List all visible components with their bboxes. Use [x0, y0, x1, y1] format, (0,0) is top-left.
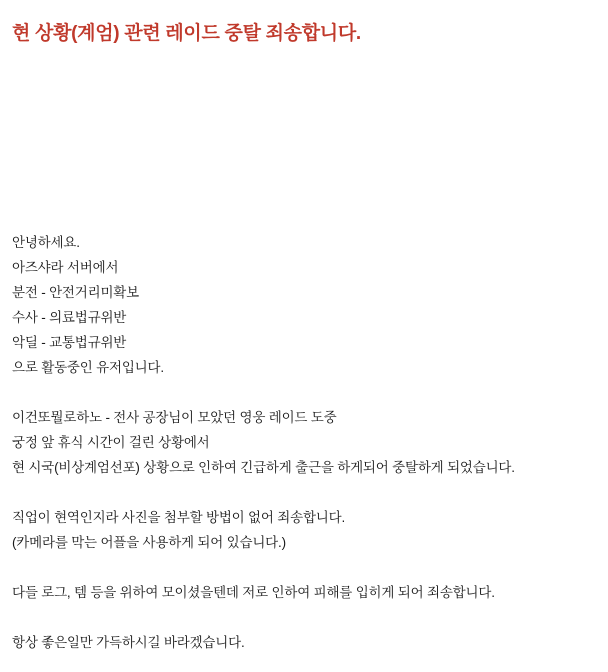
body-line: 항상 좋은일만 가득하시길 바라겠습니다. [12, 635, 245, 650]
body-line-blank [12, 480, 598, 505]
body-line: (카메라를 막는 어플을 사용하게 되어 있습니다.) [12, 535, 286, 550]
body-line: 악딜 - 교통법규위반 [12, 335, 127, 350]
body-line: 직업이 현역인지라 사진을 첨부할 방법이 없어 죄송합니다. [12, 510, 346, 525]
body-line-blank [12, 555, 598, 580]
body-line: 이건또뭘로하노 - 전사 공장님이 모았던 영웅 레이드 도중 [12, 410, 337, 425]
body-line: 분전 - 안전거리미확보 [12, 285, 139, 300]
post-body [12, 230, 598, 655]
post-title: 현 상황(계엄) 관련 레이드 중탈 죄송합니다. [12, 23, 361, 44]
body-line-blank [12, 605, 598, 630]
body-line: 현 시국(비상계엄선포) 상황으로 인하여 긴급하게 출근을 하게되어 중탈하게 되었습니다. [12, 460, 515, 475]
body-line: 안녕하세요. [12, 235, 80, 250]
body-line: 수사 - 의료법규위반 [12, 310, 127, 325]
body-line: 으로 활동중인 유저입니다. [12, 360, 164, 375]
body-line: 다들 로그, 템 등을 위하여 모이셨을텐데 저로 인하여 피해를 입히게 되어 죄송합니다. [12, 585, 495, 600]
body-line-blank [12, 380, 598, 405]
body-line: 아즈샤라 서버에서 [12, 260, 119, 275]
body-line: 궁정 앞 휴식 시간이 걸린 상황에서 [12, 435, 210, 450]
